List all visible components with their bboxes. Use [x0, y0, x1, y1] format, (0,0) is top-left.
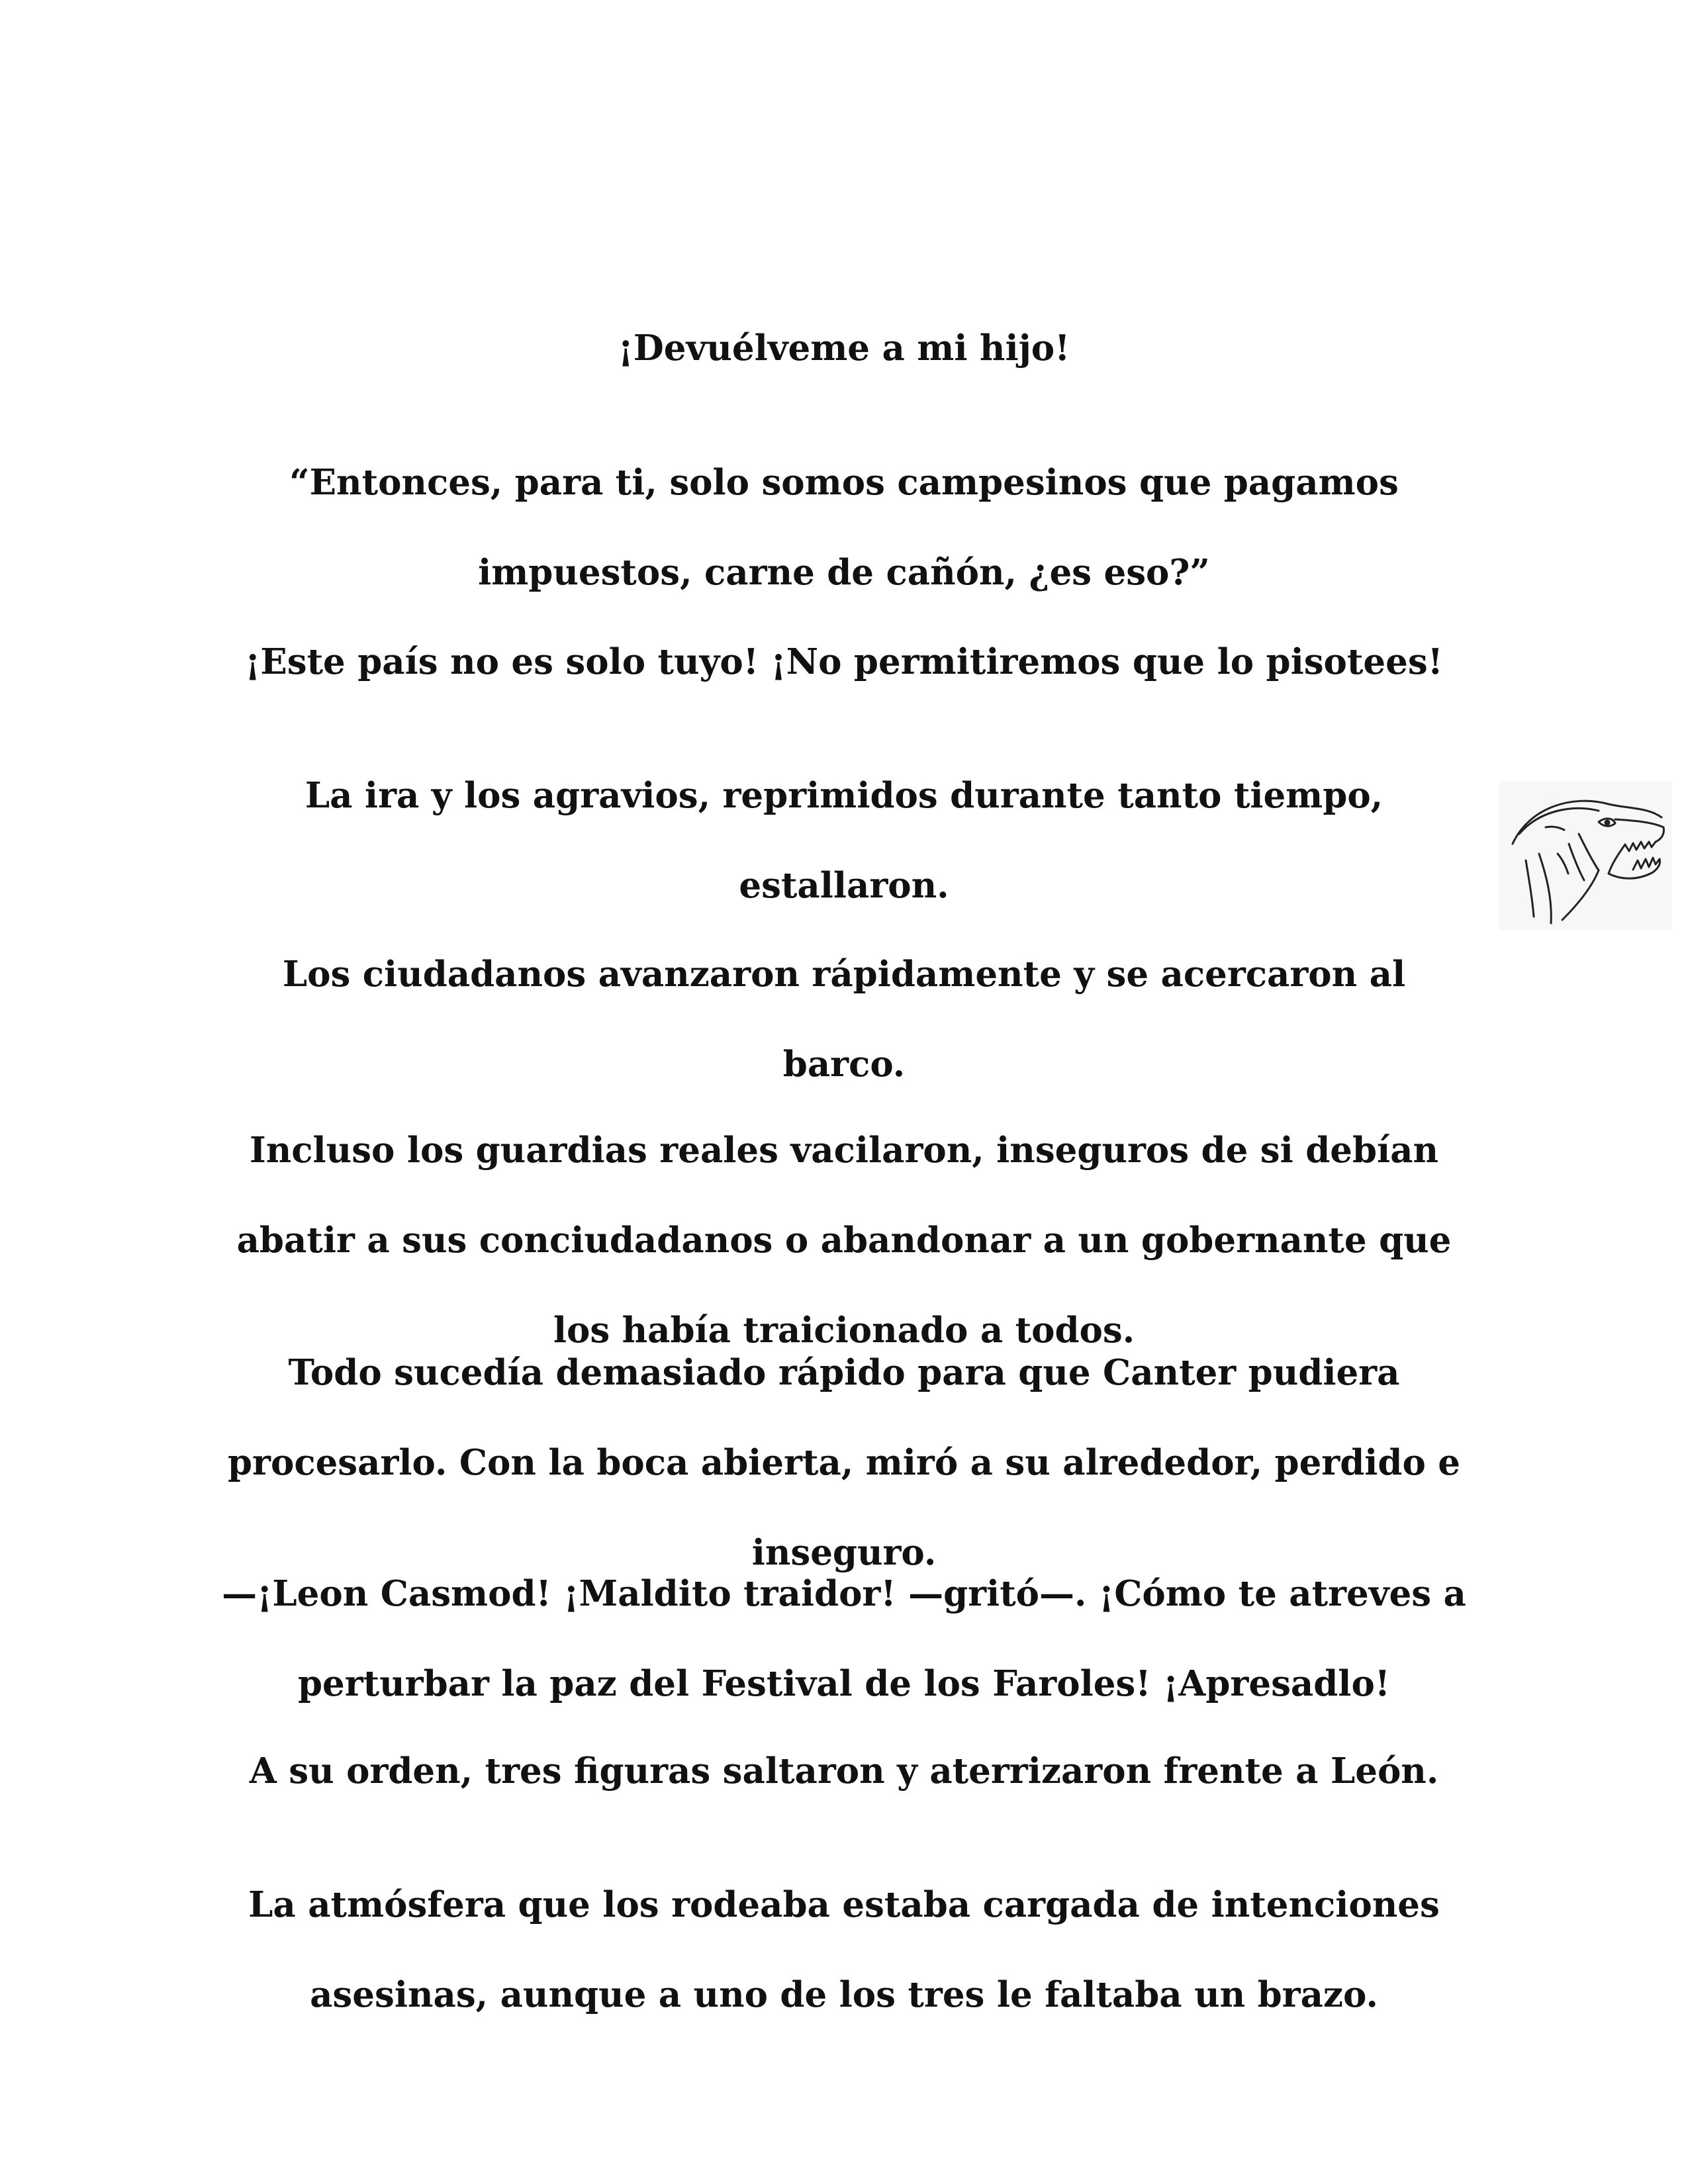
paragraph-6-line-1: Incluso los guardias reales vacilaron, inseguros de si debían — [249, 1130, 1439, 1171]
paragraph-7-line-3: inseguro. — [751, 1532, 937, 1573]
paragraph-5-line-2: barco. — [782, 1044, 906, 1085]
paragraph-4-line-1: La ira y los agravios, reprimidos durante tanto tiempo, — [305, 775, 1383, 816]
paragraph-9 — [199, 1704, 1489, 1839]
paragraph-7-line-2: procesarlo. Con la boca abierta, miró a su alrededor, perdido e — [227, 1442, 1460, 1483]
paragraph-1 — [199, 281, 1489, 416]
dinosaur-head-sketch-icon — [1499, 781, 1671, 930]
paragraph-5-line-1: Los ciudadanos avanzaron rápidamente y se acercaron al — [282, 954, 1406, 995]
paragraph-8-line-2: perturbar la paz del Festival de los Faroles! ¡Apresadlo! — [297, 1663, 1391, 1704]
paragraph-3 — [199, 594, 1489, 729]
paragraph-3-line-1: ¡Este país no es solo tuyo! ¡No permitiremos que lo pisotees! — [245, 641, 1443, 682]
paragraph-7-line-1: Todo sucedía demasiado rápido para que Canter pudiera — [288, 1352, 1400, 1393]
paragraph-10-line-2: asesinas, aunque a uno de los tres le faltaba un brazo. — [310, 1974, 1378, 2015]
paragraph-4-line-2: estallaron. — [739, 865, 949, 906]
paragraph-1-line-1: ¡Devuélveme a mi hijo! — [618, 328, 1070, 369]
paragraph-6-line-2: abatir a sus conciudadanos o abandonar a un gobernante que — [236, 1220, 1452, 1261]
paragraph-10-line-1: La atmósfera que los rodeaba estaba cargada de intenciones — [248, 1884, 1440, 1925]
paragraph-2-line-1: “Entonces, para ti, solo somos campesinos que pagamos — [289, 462, 1399, 503]
paragraph-2-line-2: impuestos, carne de cañón, ¿es eso?” — [478, 552, 1210, 593]
paragraph-9-line-1: A su orden, tres figuras saltaron y aterrizaron frente a León. — [249, 1751, 1439, 1792]
paragraph-6-line-3: los había traicionado a todos. — [553, 1310, 1135, 1351]
paragraph-8-line-1: —¡Leon Casmod! ¡Maldito traidor! —gritó—. ¡Cómo te atreves a — [222, 1573, 1466, 1614]
paragraph-10 — [199, 1837, 1489, 2062]
